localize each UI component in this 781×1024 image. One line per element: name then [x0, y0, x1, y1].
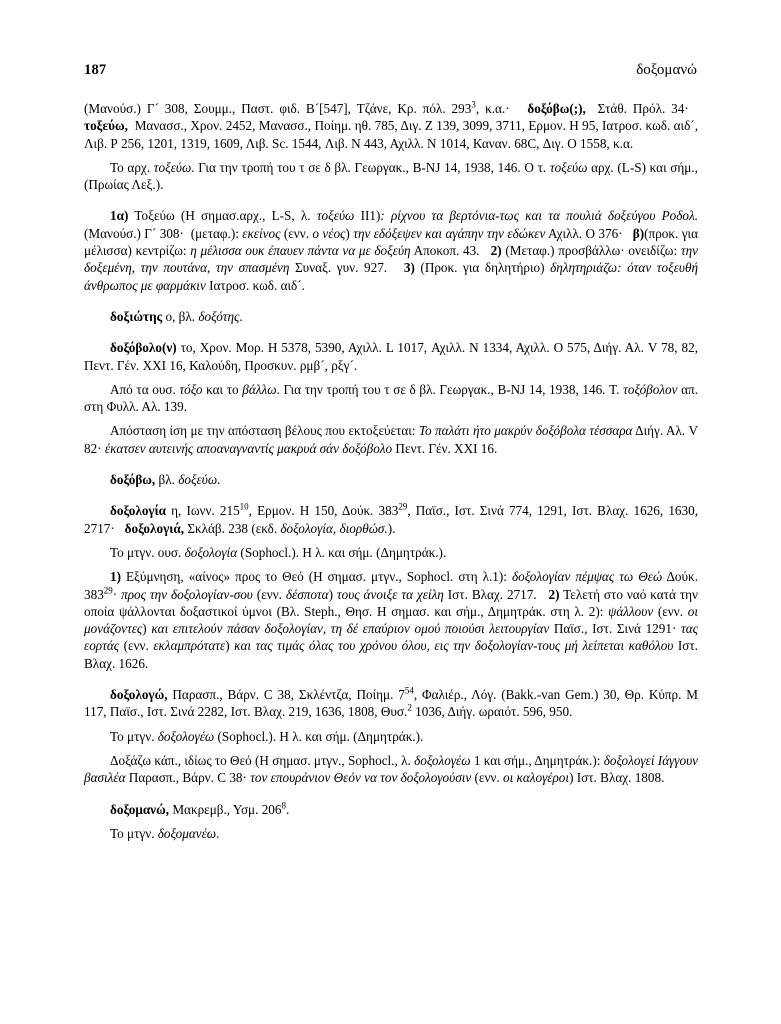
paragraph: Απόσταση ίση με την απόσταση βέλους που εκτοξεύεται: Το παλάτι ήτο μακρύν δοξόβολα τέσσαρα Διήγ. Αλ. V 82· έκατσεν αυτεινής αποαναγναντίς μακρυά σάν δοξόβολο Πεντ. Γέν. XXI 16. [84, 423, 698, 456]
paragraph: Το μτγν. ουσ. δοξολογία (Sophocl.). Η λ. και σήμ. (Δημητράκ.). [110, 544, 447, 560]
paragraph: δοξόβολο(ν) το, Χρον. Μορ. Η 5378, 5390, Αχιλλ. L 1017, Αχιλλ. Ν 1334, Αχιλλ. Ο 575, Διήγ. Αλ. V 78, 82, Πεντ. Γέν. XXI 16, Καλούδη, Προσκυν. ρμβ´, ρξγ´. [84, 340, 698, 373]
page-body [84, 100, 698, 842]
paragraph: Από τα ουσ. τόξο και το βάλλω. Για την τροπή του τ σε δ βλ. Γεωργακ., B-NJ 14, 1938, 146. Τ. τοξόβολον απ. στη Φυλλ. Αλ. 139. [84, 381, 698, 415]
paragraph: (Μανούσ.) Γ´ 308, Σουμμ., Παστ. φιδ. Β´[547], Τζάνε, Κρ. πόλ. $293^3$, κ.α.· δοξόβω(;), Στάθ. Πρόλ. 34· τοξεύω, Μανασσ., Χρον. 2452, Μανασσ., Ποίημ. ηθ. 785, Διγ. Ζ 139, 3099, 3711, Ερμον. Η 95, Ιατροσ. κωδ. αιδ´, Λιβ. Ρ 256, 1201, 1319, 1609, Λιβ. Sc. 1544, Λιβ. Ν 443, Αχιλλ. Ν 1014, Καναν. 68C, Διγ. Ο 1558, κ.α. [84, 99, 698, 151]
paragraph: δοξόβω, βλ. δοξεύω. [110, 472, 221, 488]
paragraph: Δοξάζω κάπ., ιδίως το Θεό (Η σημασ. μτγν., Sophocl., λ. δοξολογέω 1 και σήμ., Δημητράκ.): δοξολογεί Ιάγγουν βασιλέα Παρασπ., Βάρν. C 38· τον επουράνιον Θεόν να τον δοξολογούσιν (ενν. οι καλογέροι) Ιστ. Βλαχ. 1808. [84, 752, 699, 786]
paragraph: δοξιώτης ο, βλ. δοξότης. [110, 308, 243, 324]
paragraph: 1) Εξύμνηση, «αίνος» προς το Θεό (Η σημασ. μτγν., Sophocl. στη λ.1): δοξολογίαν πέμψας τω Θεώ Δούκ. $383^{29}\cdot \pi\rho o\varsigma$ την δοξολογίαν-σου (ενν. δέσποτα) τους άνοιξε τα χείλη Ιστ. Βλαχ. 2717. 2) Τελετή στο ναό κατά την οποία ψάλλονται δοξαστικοί ύμνοι (Βλ. Steph., Θησ. Η σημασ. και σήμ., Δημητράκ. στη λ. 2): ψάλλουν (ενν. οι μονάζοντες) και επιτελούν πάσαν δοξολογίαν, τη δέ επαύριον ομού ποιούσι λειτουργίαν Παϊσ., Ιστ. Σινά 1291· τας εορτάς (ενν. εκλαμπρότατε) και τας τιμάς όλας του χρόνου όλου, εις την δοξολογίαν-τους μή λείπεται καθόλου Ιστ. Βλαχ. 1626. [84, 569, 698, 671]
page-number: 187 [84, 62, 107, 78]
paragraph: 1α) Τοξεύω (Η σημασ.αρχ., L-S, λ. τοξεύω II1): ρίχνου τα βερτόνια-τως και τα πουλιά δοξεύγου Ροδολ. (Μανούσ.) Γ´ 308· (μεταφ.): εκείνος (ενν. ο νέος) την εδόξεψεν και αγάπην την εδώκεν Αχιλλ. Ο 376· β)(προκ. για μέλισσα) κεντρίζω: η μέλισσα ουκ έπαυεν πάντα να με δοξεύη Αποκοπ. 43. 2) (Μεταφ.) προσβάλλω· ονειδίζω: την δοξεμένη, την πουτάνα, την σπασμένη Συναξ. γυν. 927. 3) (Προκ. για δηλητήριο) δηλητηριάζω: όταν τοξευθή άνθρωπος με φαρμάκιν Ιατροσ. κωδ. αιδ´. [84, 208, 698, 293]
paragraph: Το αρχ. τοξεύω. Για την τροπή του τ σε δ βλ. Γεωργακ., B-NJ 14, 1938, 146. Ο τ. τοξεύω αρχ. (L-S) και σήμ., (Πρωίας Λεξ.). [84, 159, 698, 193]
running-head: δοξομανώ [636, 62, 697, 78]
page-header [84, 62, 697, 82]
paragraph: δοξομανώ, Μακρεμβ., Υσμ. $206^8$. [110, 800, 290, 817]
paragraph: δοξολογώ, Παρασπ., Βάρν. C 38, Σκλέντζα, Ποίημ. $7^{54}$, Φαλιέρ., Λόγ. (Bakk.-van Gem.) 30, Θρ. Κύπρ. Μ 117, Παϊσ., Ιστ. Σινά 2282, Ιστ. Βλαχ. 219, 1636, 1808, Θυσ.$^2$ 1036, Διήγ. ωραιότ. 596, 950. [84, 685, 698, 720]
paragraph: Το μτγν. δοξομανέω. [110, 825, 220, 841]
paragraph: δοξολογία η, Ιωνν. $215^{10}$, Ερμον. Η 150, Δούκ. $383^{29}$, Παϊσ., Ιστ. Σινά 774, 1291, Ιστ. Βλαχ. 1626, 1630, 2717· δοξολογιά, Σκλάβ. 238 (εκδ. δοξολογία, διορθώσ.). [84, 501, 698, 536]
paragraph: Το μτγν. δοξολογέω (Sophocl.). Η λ. και σήμ. (Δημητράκ.). [110, 728, 424, 744]
